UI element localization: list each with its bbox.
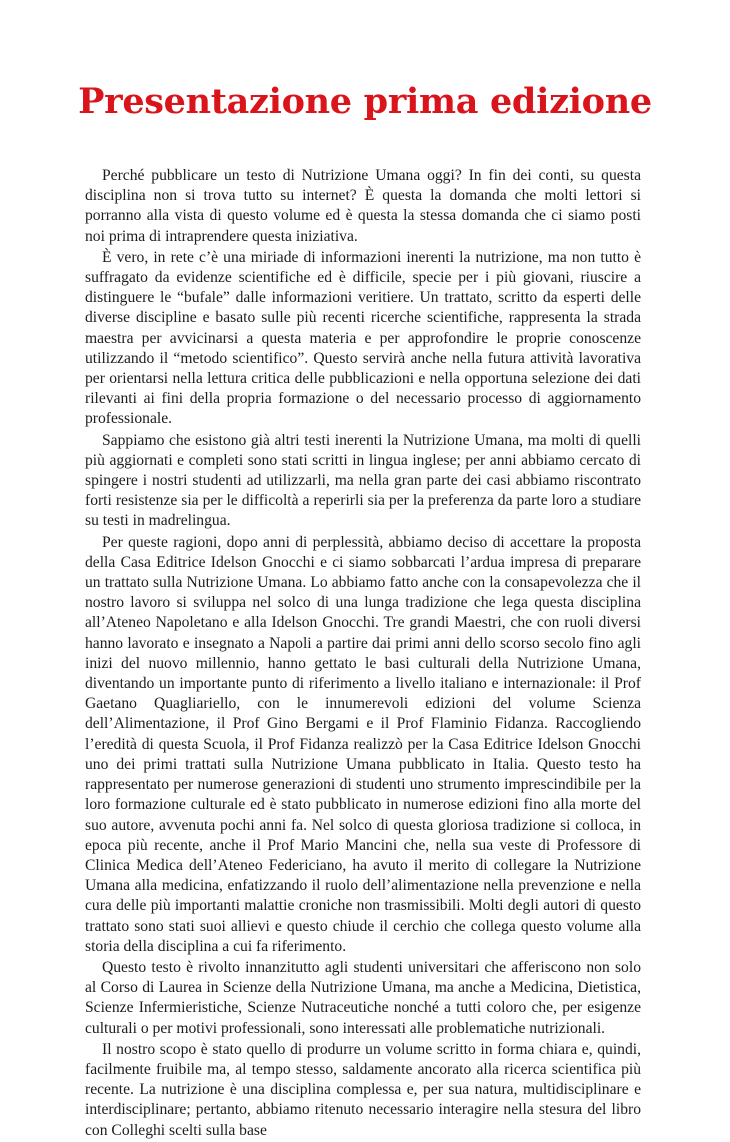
paragraph-2: È vero, in rete c’è una miriade di informazioni inerenti la nutrizione, ma non tutto è suffragato da evidenze scientifiche ed è difficile, specie per i più giovani, riuscire a distinguere le “bufale” dalle informazioni veritiere. Un trattato, scritto da esperti delle diverse discipline e basato sulle più recenti ricerche scientifiche, rappresenta la strada maestra per avvicinarsi a questa materia e per approfondire le proprie conoscenze utilizzando il “metodo scientifico”. Questo servirà anche nella futura attività lavorativa per orientarsi nella lettura critica delle pubblicazioni e nella opportuna selezione dei dati rilevanti ai fini della propria formazione o del necessario processo di aggiornamento professionale.: [85, 248, 641, 428]
paragraph-3: Sappiamo che esistono già altri testi inerenti la Nutrizione Umana, ma molti di quelli più aggiornati e completi sono stati scritti in lingua inglese; per anni abbiamo cercato di spingere i nostri studenti ad utilizzarli, ma nella gran parte dei casi abbiamo riscontrato forti resistenze sia per le difficoltà a reperirli sia per la preferenza da parte loro a studiare su testi in madrelingua.: [85, 431, 641, 530]
paragraph-1: Perché pubblicare un testo di Nutrizione Umana oggi? In fin dei conti, su questa disciplina non si trova tutto su internet? È questa la domanda che molti lettori si porranno alla vista di questo volume ed è questa la stessa domanda che ci siamo posti noi prima di intraprendere questa iniziativa.: [85, 167, 641, 245]
page-title: Presentazione prima edizione: [78, 81, 652, 122]
paragraph-4: Per queste ragioni, dopo anni di perplessità, abbiamo deciso di accettare la proposta della Casa Editrice Idelson Gnocchi e ci siamo sobbarcati l’ardua impresa di preparare un trattato sulla Nutrizione Umana. Lo abbiamo fatto anche con la consapevolezza che il nostro lavoro si sviluppa nel solco di una lunga tradizione che lega questa disciplina all’Ateneo Napoletano e alla Idelson Gnocchi. Tre grandi Maestri, che con ruoli diversi hanno lavorato e insegnato a Napoli a partire dai primi anni dello scorso secolo fino agli inizi del nuovo millennio, hanno gettato le basi culturali della Nutrizione Umana, diventando un importante punto di riferimento a livello italiano e internazionale: il Prof Gaetano Quagliariello, con le innumerevoli edizioni del volume Scienza dell’Alimentazione, il Prof Gino Bergami e il Prof Flaminio Fidanza. Raccogliendo l’eredità di questa Scuola, il Prof Fidanza realizzò per la Casa Editrice Idelson Gnocchi uno dei primi trattati sulla Nutrizione Umana pubblicato in Italia. Questo testo ha rappresentato per numerose generazioni di studenti uno strumento imprescindibile per la loro formazione culturale ed è stato pubblicato in numerose edizioni fino alla morte del suo autore, avvenuta pochi anni fa. Nel solco di questa gloriosa tradizione si colloca, in epoca più recente, anche il Prof Mario Mancini che, nella sua veste di Professore di Clinica Medica dell’Ateneo Federiciano, ha avuto il merito di collegare la Nutrizione Umana alla medicina, enfatizzando il ruolo dell’alimentazione nella prevenzione e nella cura delle più importanti malattie croniche non trasmissibili. Molti degli autori di questo trattato sono stati suoi allievi e questo chiude il cerchio che collega questo volume alla storia della disciplina a cui fa riferimento.: [85, 533, 641, 955]
body-text: [85, 166, 641, 1142]
paragraph-5: Questo testo è rivolto innanzitutto agli studenti universitari che afferiscono non solo al Corso di Laurea in Scienze della Nutrizione Umana, ma anche a Medicina, Dietistica, Scienze Infermieristiche, Scienze Nutraceutiche nonché a tutti coloro che, per esigenze culturali o per motivi professionali, sono interessati alle problematiche nutrizionali.: [85, 958, 641, 1037]
paragraph-6: Il nostro scopo è stato quello di produrre un volume scritto in forma chiara e, quindi, facilmente fruibile ma, al tempo stesso, saldamente ancorato alla ricerca scientifica più recente. La nutrizione è una disciplina complessa e, per sua natura, multidisciplinare e interdisciplinare; pertanto, abbiamo ritenuto necessario interagire nella stesura del libro con Colleghi scelti sulla base: [85, 1040, 641, 1139]
